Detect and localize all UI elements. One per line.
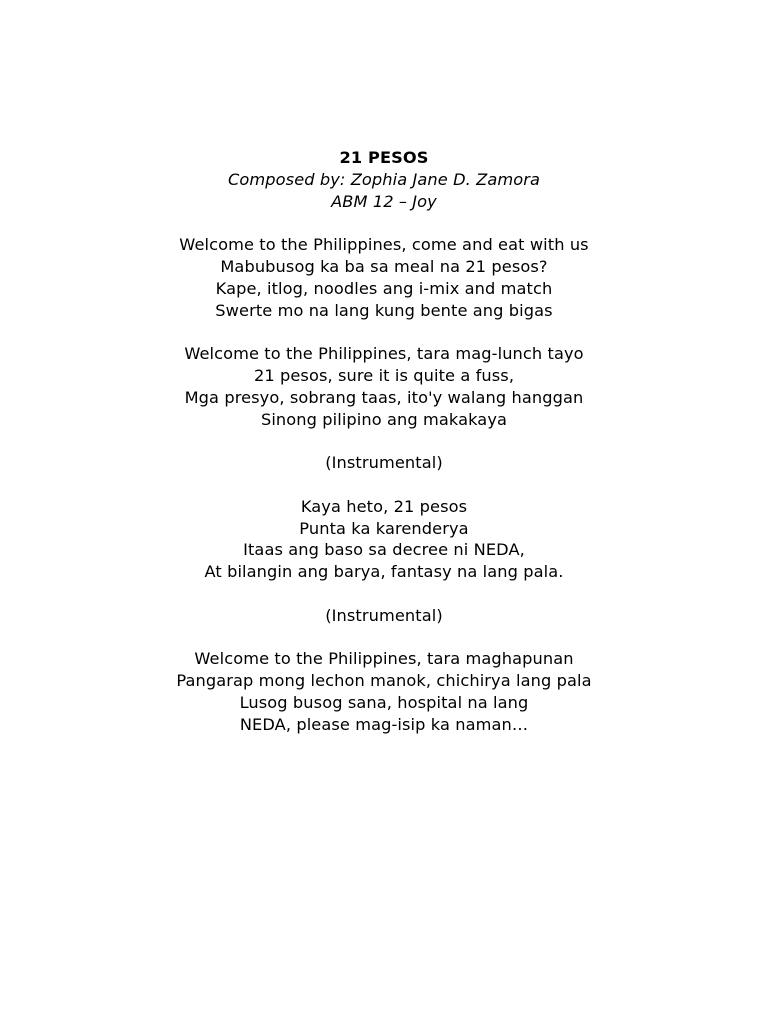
- stanza-3: [0, 496, 768, 583]
- instrumental-break-2: [0, 605, 768, 627]
- lyric-line: Swerte mo na lang kung bente ang bigas: [215, 300, 553, 320]
- lyric-line: Itaas ang baso sa decree ni NEDA,: [243, 540, 525, 560]
- lyric-line: Lusog busog sana, hospital na lang: [239, 692, 529, 712]
- stanza-1: [0, 234, 768, 321]
- instrumental-break-1: [0, 452, 768, 474]
- lyric-line: NEDA, please mag-isip ka naman…: [239, 714, 529, 734]
- lyric-line: Welcome to the Philippines, tara maghapunan: [194, 649, 574, 669]
- lyric-line: Welcome to the Philippines, come and eat with us: [179, 235, 589, 255]
- lyric-line: 21 pesos, sure it is quite a fuss,: [253, 365, 515, 385]
- lyric-line: Punta ka karenderya: [299, 518, 469, 538]
- lyric-line: Sinong pilipino ang makakaya: [260, 409, 508, 429]
- lyric-line: Kape, itlog, noodles ang i-mix and match: [215, 278, 553, 298]
- spacer: [0, 474, 768, 496]
- lyric-line: Kaya heto, 21 pesos: [300, 496, 468, 516]
- spacer: [0, 583, 768, 605]
- composer-credit: Composed by: Zophia Jane D. Zamora: [228, 169, 540, 189]
- lyric-line: Mga presyo, sobrang taas, ito'y walang hanggan: [184, 387, 584, 407]
- class-section: ABM 12 – Joy: [331, 191, 437, 211]
- song-title: 21 PESOS: [339, 148, 429, 167]
- spacer: [0, 627, 768, 649]
- lyric-line: Welcome to the Philippines, tara mag-lunch tayo: [184, 344, 584, 364]
- document-page: [0, 147, 768, 736]
- stanza-2: [0, 343, 768, 430]
- stanza-4: [0, 648, 768, 735]
- instrumental-label: (Instrumental): [325, 453, 443, 473]
- lyric-line: Mabubusog ka ba sa meal na 21 pesos?: [220, 256, 548, 276]
- spacer: [0, 321, 768, 343]
- spacer: [0, 430, 768, 452]
- instrumental-label: (Instrumental): [325, 605, 443, 625]
- lyric-line: At bilangin ang barya, fantasy na lang pala.: [204, 562, 564, 582]
- lyric-line: Pangarap mong lechon manok, chichirya lang pala: [176, 671, 592, 691]
- spacer: [0, 212, 768, 234]
